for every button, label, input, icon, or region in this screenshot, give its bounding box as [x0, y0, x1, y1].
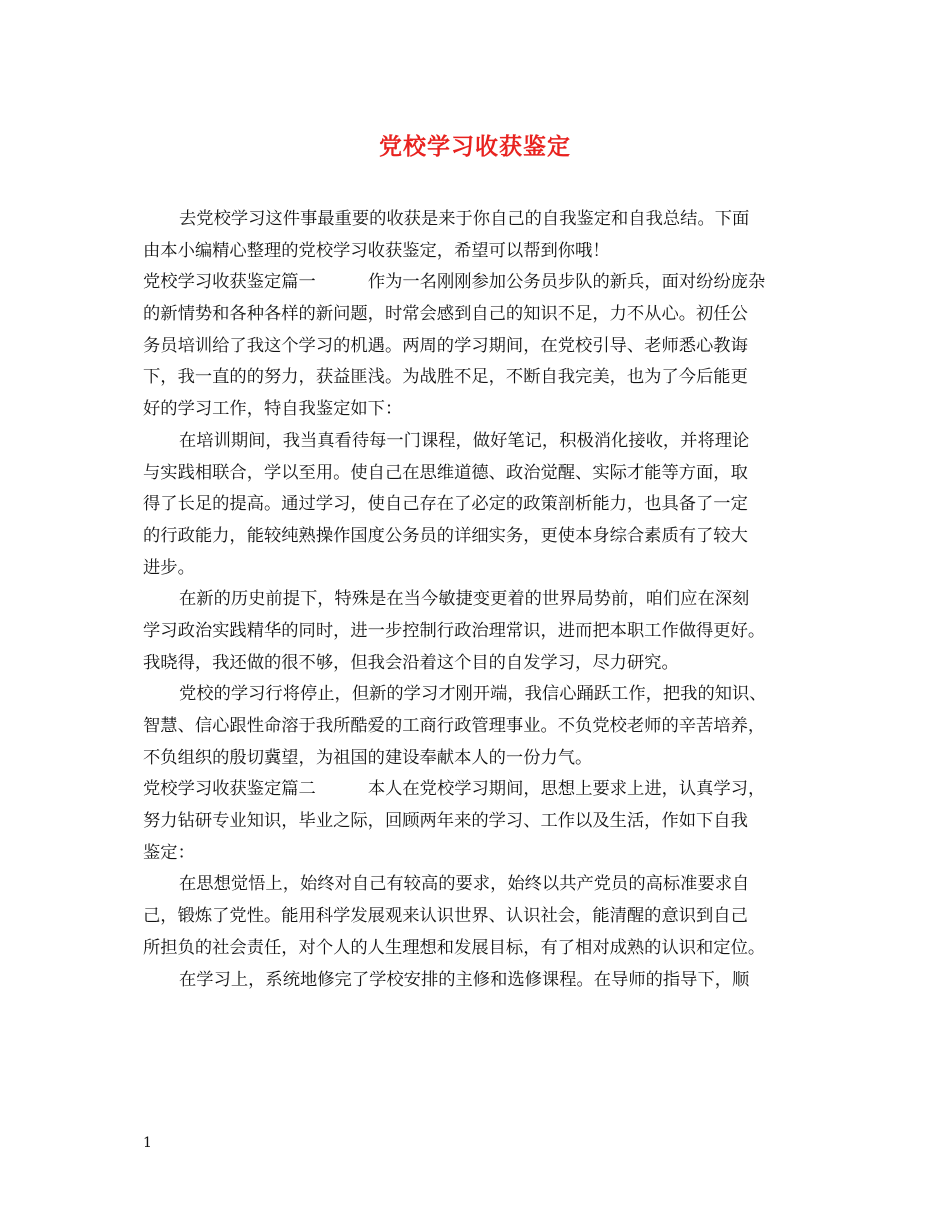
paragraph-line: 不负组织的殷切冀望，为祖国的建设奉献本人的一份力气。 — [143, 747, 593, 768]
paragraph-line: 努力钻研专业知识，毕业之际，回顾两年来的学习、工作以及生活，作如下自我 — [143, 811, 748, 832]
paragraph-line: 务员培训给了我这个学习的机遇。两周的学习期间，在党校引导、老师悉心教诲 — [143, 335, 748, 356]
section-heading-line — [143, 267, 823, 299]
paragraph-line: 得了长足的提高。通过学习，使自己存在了必定的政策剖析能力，也具备了一定 — [143, 494, 748, 515]
paragraph-line: 的新情势和各种各样的新问题，时常会感到自己的知识不足，力不从心。初任公 — [143, 304, 748, 325]
paragraph-line: 好的学习工作，特自我鉴定如下： — [143, 399, 403, 420]
paragraph-line: 在思想觉悟上，始终对自己有较高的要求，始终以共产党员的高标准要求自 — [179, 874, 750, 895]
paragraph-line: 党校的学习行将停止，但新的学习才刚开端，我信心踊跃工作，把我的知识、 — [179, 684, 767, 705]
paragraph-line: 己，锻炼了党性。能用科学发展观来认识世界、认识社会，能清醒的意识到自己 — [143, 906, 748, 927]
paragraph-line: 在培训期间，我当真看待每一门课程，做好笔记，积极消化接收，并将理论 — [179, 430, 750, 451]
paragraph-line: 下，我一直的的努力，获益匪浅。为战胜不足，不断自我完美，也为了今后能更 — [143, 367, 748, 388]
paragraph-line: 智慧、信心跟性命溶于我所酷爱的工商行政管理事业。不负党校老师的辛苦培养， — [143, 716, 766, 736]
paragraph-line: 去党校学习这件事最重要的收获是来于你自己的自我鉴定和自我总结。下面 — [179, 209, 750, 229]
paragraph-line: 鉴定： — [143, 842, 195, 863]
paragraph-line: 所担负的社会责任，对个人的人生理想和发展目标，有了相对成熟的认识和定位。 — [143, 937, 766, 958]
paragraph-line: 在学习上，系统地修完了学校安排的主修和选修课程。在导师的指导下，顺 — [179, 969, 750, 990]
document-title: 党校学习收获鉴定 — [379, 133, 571, 160]
paragraph-line: 在新的历史前提下，特殊是在当今敏捷变更着的世界局势前，咱们应在深刻 — [179, 589, 750, 610]
paragraph-line: 进步。 — [143, 557, 195, 578]
section-heading: 党校学习收获鉴定篇一 — [143, 272, 316, 293]
paragraph-line: 学习政治实践精华的同时，进一步控制行政治理常识，进而把本职工作做得更好。 — [143, 620, 766, 641]
paragraph-line: 的行政能力，能较纯熟操作国度公务员的详细实务，更使本身综合素质有了较大 — [143, 525, 748, 546]
paragraph-line: 我晓得，我还做的很不够，但我会沿着这个目的自发学习，尽力研究。 — [143, 652, 679, 673]
section-text: 本人在党校学习期间，思想上要求上进，认真学习， — [367, 779, 766, 800]
paragraph-line: 由本小编精心整理的党校学习收获鉴定，希望可以帮到你哦！ — [143, 240, 610, 261]
section-text: 作为一名刚刚参加公务员步队的新兵，面对纷纷庞杂 — [367, 272, 766, 293]
page-number: 1 — [143, 1135, 152, 1151]
section-heading: 党校学习收获鉴定篇二 — [143, 779, 316, 800]
paragraph-line: 与实践相联合，学以至用。使自己在思维道德、政治觉醒、实际才能等方面，取 — [143, 462, 748, 483]
document-body — [143, 204, 823, 996]
section-heading-line — [143, 774, 823, 806]
